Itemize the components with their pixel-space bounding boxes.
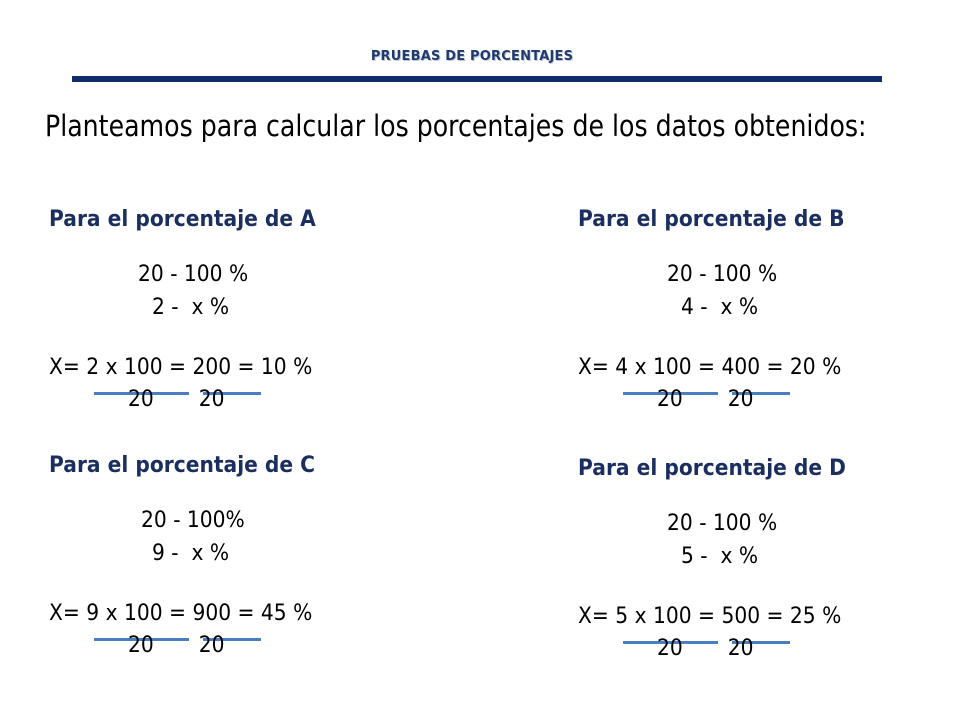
- proportion-line-1: 20 - 100 %: [667, 262, 778, 287]
- denominator-line: 20 20: [128, 387, 225, 412]
- proportion-line-1: 20 - 100%: [141, 508, 245, 533]
- denominator-line: 20 20: [657, 636, 754, 661]
- block-heading: Para el porcentaje de D: [578, 456, 846, 481]
- proportion-line-1: 20 - 100 %: [667, 511, 778, 536]
- proportion-line-2: 2 - x %: [152, 295, 230, 320]
- proportion-line-2: 4 - x %: [681, 295, 759, 320]
- title-divider: [72, 76, 882, 82]
- proportion-line-2: 9 - x %: [152, 541, 230, 566]
- slide-title: PRUEBAS DE PORCENTAJES: [370, 49, 574, 64]
- formula-line: X= 4 x 100 = 400 = 20 %: [578, 355, 842, 380]
- block-heading: Para el porcentaje de C: [49, 453, 316, 478]
- formula-line: X= 9 x 100 = 900 = 45 %: [49, 601, 313, 626]
- intro-paragraph: Planteamos para calcular los porcentajes de los datos obtenidos:: [45, 109, 867, 143]
- proportion-line-2: 5 - x %: [681, 544, 759, 569]
- denominator-line: 20 20: [128, 633, 225, 658]
- block-heading: Para el porcentaje de A: [49, 207, 316, 232]
- formula-line: X= 2 x 100 = 200 = 10 %: [49, 355, 313, 380]
- block-heading: Para el porcentaje de B: [578, 207, 845, 232]
- proportion-line-1: 20 - 100 %: [138, 262, 249, 287]
- denominator-line: 20 20: [657, 387, 754, 412]
- formula-line: X= 5 x 100 = 500 = 25 %: [578, 604, 842, 629]
